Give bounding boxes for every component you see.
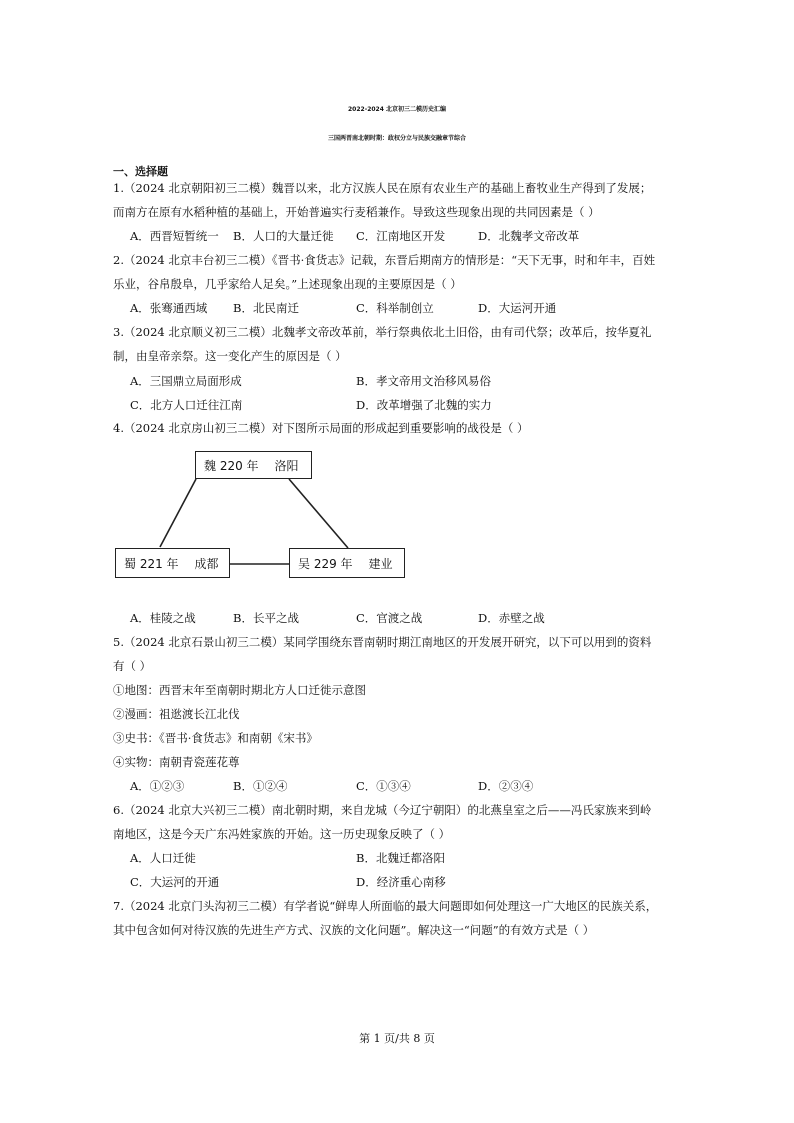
wu-name: 吴 229 年 [298, 556, 353, 571]
q7-stem-line1: 7.（2024 北京门头沟初三二模）有学者说“鲜卑人所面临的最大问题即如何处理这一广大地区的民族关系， [113, 899, 658, 913]
q2-stem-line1: 2.（2024 北京丰台初三二模）《晋书·食货志》记载，东晋后期南方的情形是：“天下无事，时和年丰，百姓 [113, 253, 656, 267]
q3-stem-line2: 制，由皇帝亲祭。这一变化产生的原因是（ ） [113, 349, 347, 363]
q6-option-a: A．人口迁徙 [130, 851, 196, 865]
q4-option-c: C．官渡之战 [356, 611, 423, 625]
shu-box [115, 548, 230, 578]
document-subtitle: 三国两晋南北朝时期：政权分立与民族交融章节综合 [327, 135, 466, 142]
q5-source-4: ④实物：南朝青瓷莲花尊 [113, 755, 240, 769]
q5-stem-line1: 5.（2024 北京石景山初三二模）某同学围绕东晋南朝时期江南地区的开发展开研究，以下可以用到的资料 [113, 635, 652, 649]
shu-name: 蜀 221 年 [124, 556, 179, 571]
q5-source-1: ①地图：西晋末年至南朝时期北方人口迁徙示意图 [113, 683, 366, 697]
q5-source-2: ②漫画：祖逖渡长江北伐 [113, 707, 240, 721]
wei-wu-line [289, 479, 348, 548]
wu-capital: 建业 [368, 556, 393, 571]
q4-option-b: B．长平之战 [233, 611, 299, 625]
q1-option-a: A．西晋短暂统一 [130, 229, 219, 243]
q5-option-d: D．②③④ [478, 779, 534, 793]
section-heading: 一、选择题 [113, 165, 168, 178]
q3-option-b: B．孝文帝用文治移风易俗 [356, 374, 491, 388]
q1-option-b: B．人口的大量迁徙 [233, 229, 334, 243]
q5-option-b: B．①②④ [233, 779, 288, 793]
q4-option-a: A．桂陵之战 [130, 611, 196, 625]
q1-option-c: C．江南地区开发 [356, 229, 446, 243]
q5-option-a: A．①②③ [130, 779, 185, 793]
q7-stem-line2: 其中包含如何对待汉族的先进生产方式、汉族的文化问题”。解决这一“问题”的有效方式是（ ） [113, 923, 595, 937]
q4-stem: 4.（2024 北京房山初三二模）对下图所示局面的形成起到重要影响的战役是（ ） [113, 421, 529, 435]
q2-option-c: C．科举制创立 [356, 301, 434, 315]
q2-option-b: B．北民南迁 [233, 301, 299, 315]
q6-stem-line1: 6.（2024 北京大兴初三二模）南北朝时期，来自龙城（今辽宁朝阳）的北燕皇室之后——冯氏家族来到岭 [113, 803, 652, 817]
q3-option-a: A．三国鼎立局面形成 [130, 374, 242, 388]
q1-stem-line2: 而南方在原有水稻种植的基础上，开始普遍实行麦稻兼作。导致这些现象出现的共同因素是（ ） [113, 205, 600, 219]
q3-stem-line1: 3.（2024 北京顺义初三二模）北魏孝文帝改革前，举行祭典依北土旧俗，由有司代祭；改革后，按华夏礼 [113, 325, 652, 339]
q3-option-d: D．改革增强了北魏的实力 [356, 398, 492, 412]
shu-capital: 成都 [194, 556, 219, 571]
q3-option-c: C．北方人口迁往江南 [130, 398, 243, 412]
q6-option-c: C．大运河的开通 [130, 875, 220, 889]
q2-option-d: D．大运河开通 [478, 301, 557, 315]
page-number: 第 1 页/共 8 页 [359, 1032, 435, 1045]
wei-box [195, 451, 312, 479]
q1-option-d: D．北魏孝文帝改革 [478, 229, 580, 243]
wu-box [289, 548, 405, 578]
q5-stem-line2: 有（ ） [113, 659, 152, 673]
wei-capital: 洛阳 [274, 458, 299, 473]
q2-option-a: A．张骞通西域 [130, 301, 208, 315]
wei-shu-line [160, 479, 196, 547]
q4-option-d: D．赤壁之战 [478, 611, 545, 625]
wei-name: 魏 220 年 [204, 458, 259, 473]
q6-option-b: B．北魏迁都洛阳 [356, 851, 445, 865]
q5-option-c: C．①③④ [356, 779, 411, 793]
q1-stem-line1: 1.（2024 北京朝阳初三二模）魏晋以来，北方汉族人民在原有农业生产的基础上畜牧业生产得到了发展； [113, 181, 652, 195]
q5-source-3: ③史书：《晋书·食货志》和南朝《宋书》 [113, 731, 318, 745]
q2-stem-line2: 乐业，谷帛殷阜，几乎家给人足矣。”上述现象出现的主要原因是（ ） [113, 277, 462, 291]
q6-option-d: D．经济重心南移 [356, 875, 446, 889]
document-title: 2022-2024 北京初三二模历史汇编 [348, 106, 446, 113]
q6-stem-line2: 南地区，这是今天广东冯姓家族的开始。这一历史现象反映了（ ） [113, 827, 451, 841]
